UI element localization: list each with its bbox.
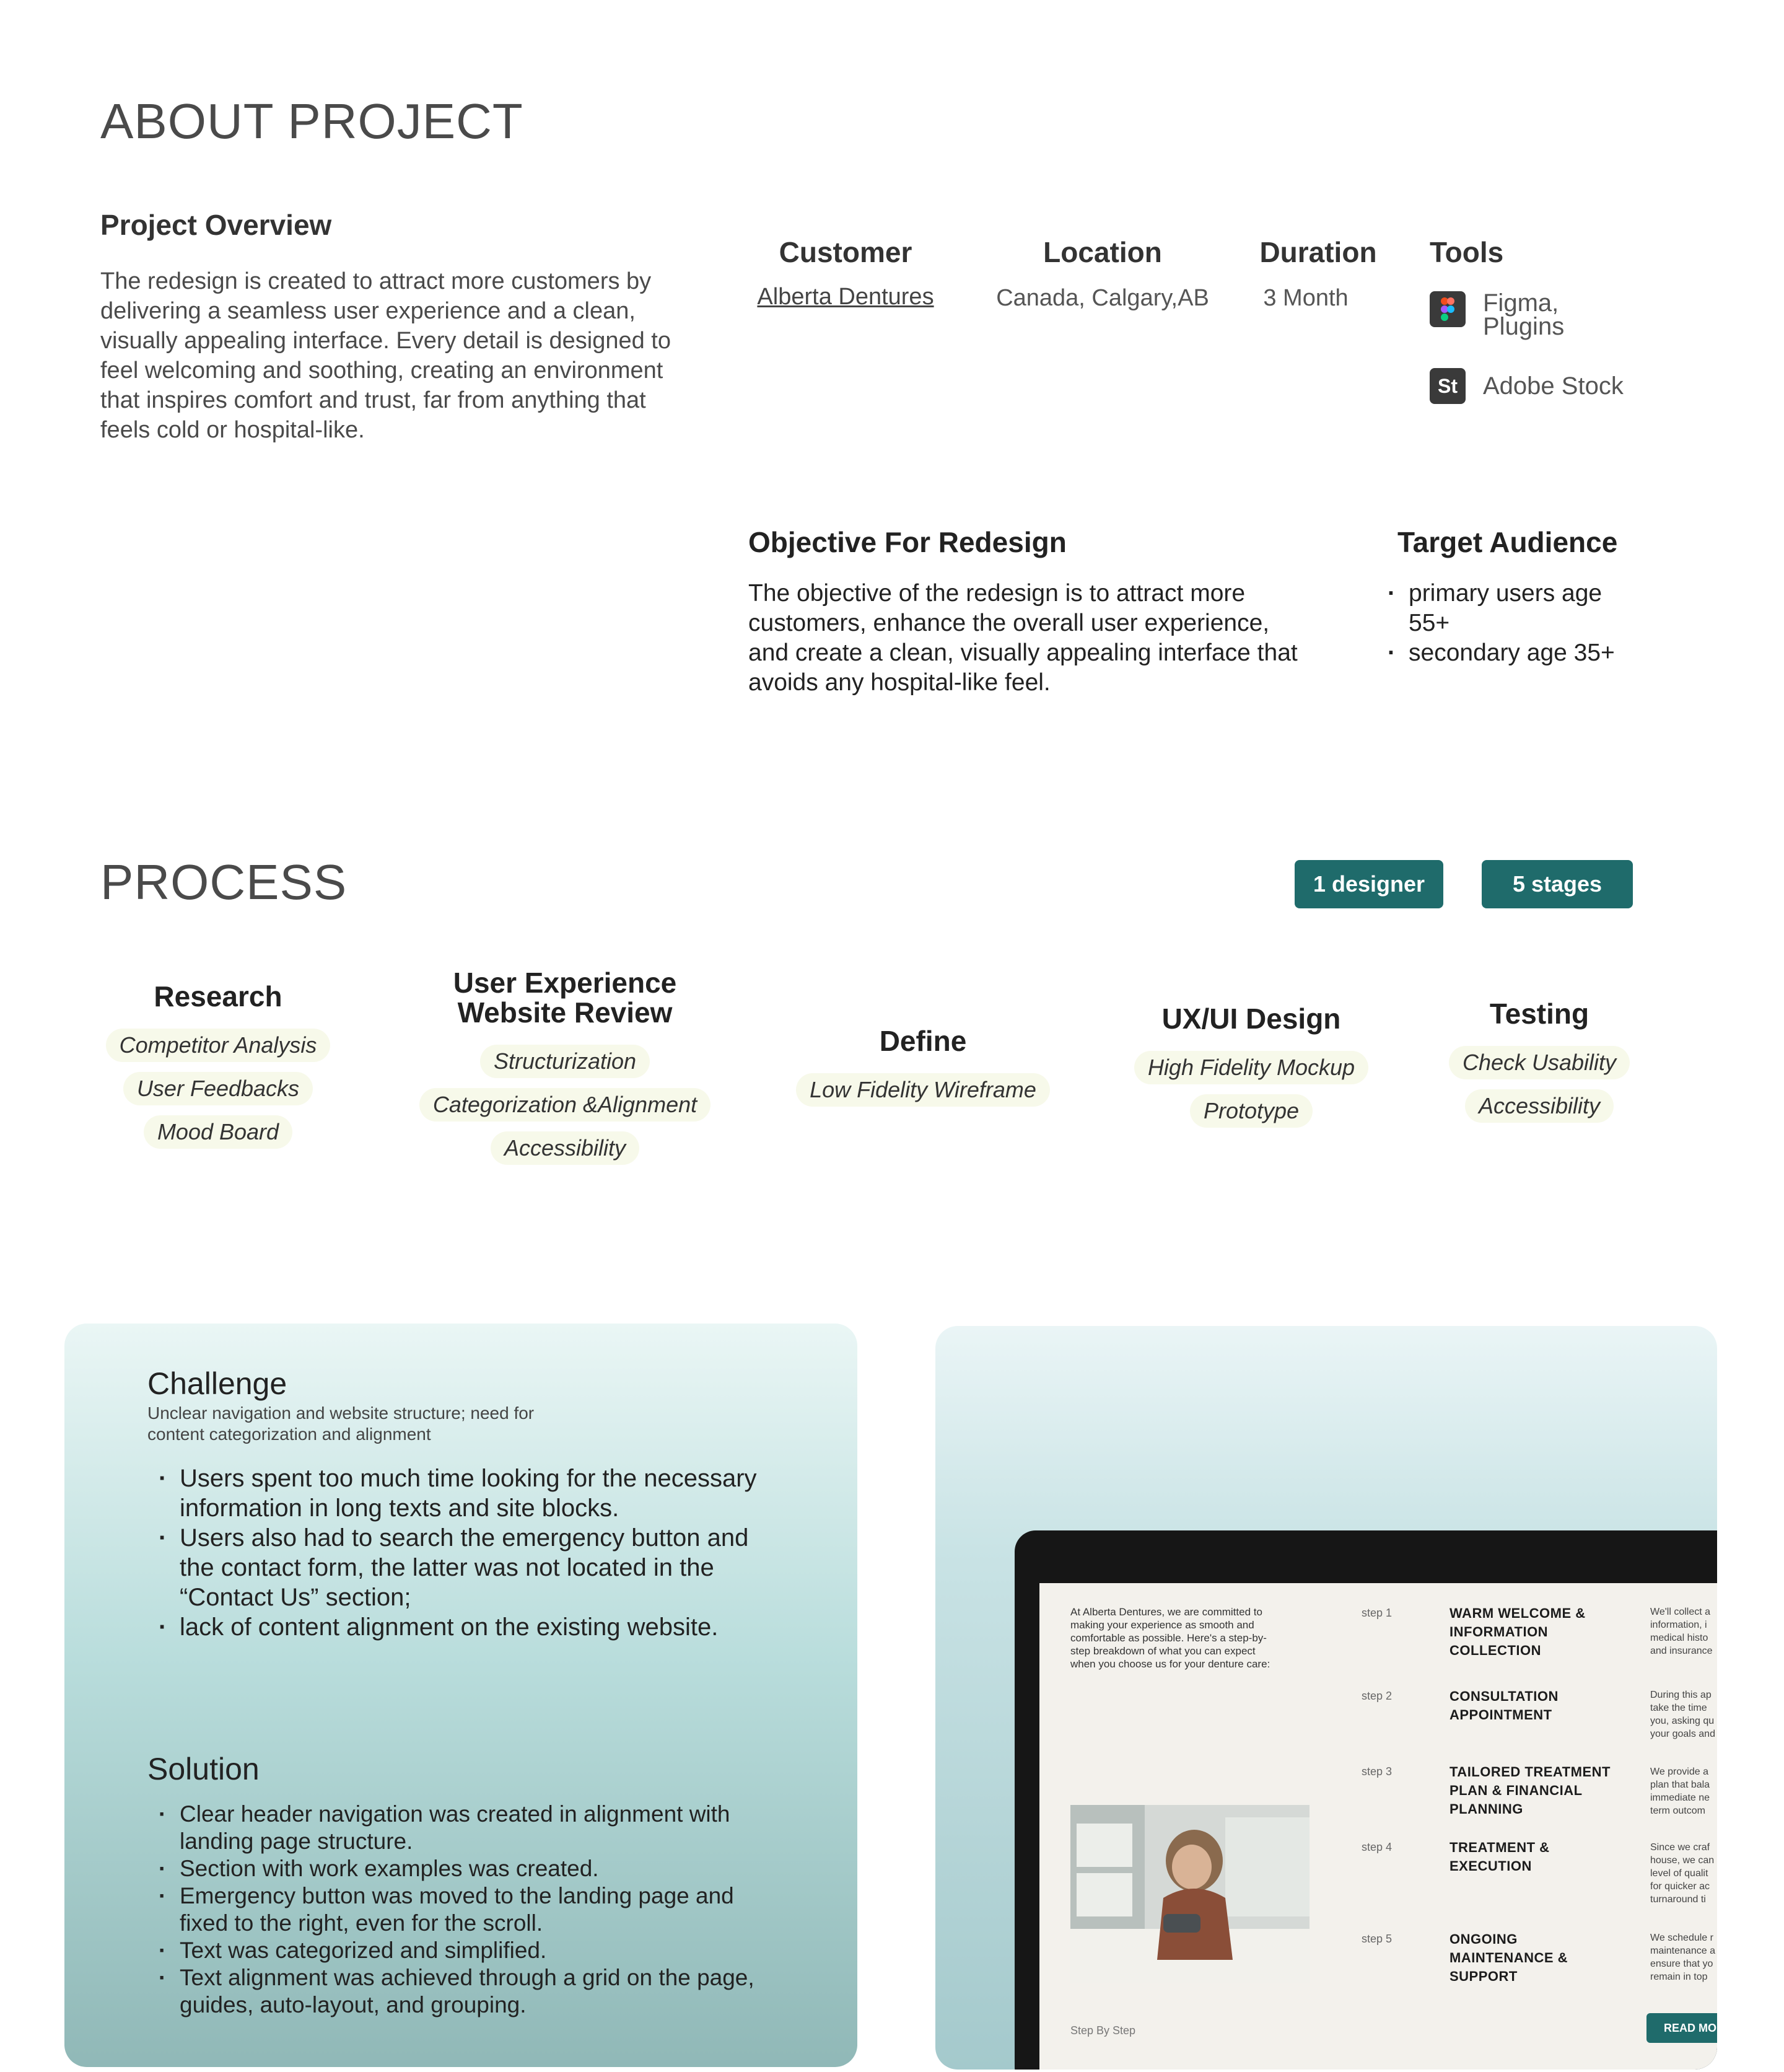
figma-icon [1430, 291, 1466, 327]
step-title: WARM WELCOME & INFORMATION COLLECTION [1450, 1605, 1586, 1658]
location-label: Location [1043, 236, 1162, 268]
stage-tag: Low Fidelity Wireframe [796, 1073, 1050, 1107]
step-number: step 5 [1362, 1933, 1393, 1945]
stage-title: User Experience Website Review [453, 967, 677, 1029]
process-title: PROCESS [100, 854, 348, 910]
customer-label: Customer [779, 236, 912, 268]
figma-label: Figma, Plugins [1483, 289, 1565, 340]
challenge-subtitle: Unclear navigation and website structure; need for content categorization and alignment [147, 1403, 535, 1444]
step-desc: Since we craf house, we can level of qualit for quicker ac turnaround ti [1650, 1842, 1715, 1905]
objective-title: Objective For Redesign [748, 526, 1067, 558]
stage-define [787, 1026, 1059, 1112]
audience-item: · secondary age 35+ [1388, 638, 1648, 668]
stage-tag: Categorization &Alignment [419, 1088, 711, 1122]
challenge-item: · lack of content alignment on the existing website. [159, 1612, 778, 1642]
stage-testing [1431, 999, 1648, 1128]
stage-tag: Competitor Analysis [106, 1029, 331, 1062]
stage-title: Define [879, 1025, 967, 1057]
overview-text: The redesign is created to attract more customers by delivering a seamless user experience and a clean, visually appealing interface. Every detail is designed to feel welcoming and soothing, creating an environment that inspires comfort and trust, far from anything that feels cold or hospital-like. [100, 268, 671, 443]
step-desc: We provide a plan that bala immediate ne term outcom [1650, 1767, 1710, 1816]
solution-list [159, 1801, 778, 2019]
stage-ux-ui-design [1121, 1004, 1381, 1133]
stage-tag: User Feedbacks [123, 1072, 313, 1105]
solution-item: · Text was categorized and simplified. [159, 1937, 778, 1964]
solution-title: Solution [147, 1752, 260, 1786]
solution-item: · Clear header navigation was created in alignment with landing page structure. [159, 1801, 778, 1855]
solution-item: · Text alignment was achieved through a grid on the page, guides, auto-layout, and grouping. [159, 1964, 778, 2019]
stage-title: UX/UI Design [1161, 1003, 1341, 1035]
overview-title: Project Overview [100, 209, 332, 241]
stage-count-badge: 5 stages [1482, 860, 1633, 908]
audience-item: · primary users age 55+ [1388, 579, 1648, 638]
technician-photo [1070, 1805, 1310, 1983]
step-number: step 3 [1362, 1765, 1393, 1778]
customer-link[interactable]: Alberta Dentures [757, 284, 934, 310]
challenge-title: Challenge [147, 1366, 287, 1401]
step-by-step-label: Step By Step [1070, 2024, 1136, 2037]
step-desc: We'll collect a information, i medical histo and insurance [1650, 1607, 1713, 1656]
challenge-list [159, 1464, 778, 1642]
stage-tag: Accessibility [1465, 1089, 1614, 1123]
audience-title: Target Audience [1397, 526, 1618, 558]
duration-value: 3 Month [1263, 285, 1349, 311]
step-number: step 1 [1362, 1607, 1393, 1619]
stage-title: Research [154, 980, 282, 1012]
stage-tag: High Fidelity Mockup [1134, 1051, 1368, 1084]
stage-ux-review [404, 968, 726, 1170]
stage-tag: Mood Board [144, 1115, 292, 1149]
laptop-screen [1039, 1583, 1717, 2070]
objective-text: The objective of the redesign is to attract more customers, enhance the overall user experience, and create a clean, visually appealing interface that avoids any hospital-like feel. [748, 580, 1298, 696]
audience-list [1388, 579, 1648, 668]
stage-tag: Prototype [1190, 1094, 1313, 1128]
step-title: CONSULTATION APPOINTMENT [1450, 1688, 1559, 1723]
stage-tag: Structurization [480, 1045, 650, 1078]
step-desc: We schedule r maintenance a ensure that yo remain in top [1650, 1933, 1715, 1982]
solution-item: · Section with work examples was created. [159, 1855, 778, 1882]
challenge-solution-card [64, 1324, 857, 2067]
adobe-stock-icon: St [1430, 368, 1466, 404]
duration-label: Duration [1259, 236, 1377, 268]
designer-count-badge: 1 designer [1295, 860, 1443, 908]
step-desc: During this ap take the time you, asking qu your goals and [1650, 1690, 1715, 1739]
step-number: step 2 [1362, 1690, 1393, 1702]
steps-intro: At Alberta Dentures, we are committed to making your experience as smooth and comfortable as possible. Here's a step-by-step breakdown of what you can expect when you choose us for your denture care: [1070, 1606, 1270, 1670]
stage-title: Testing [1489, 998, 1589, 1030]
challenge-item: · Users spent too much time looking for the necessary information in long texts and site blocks. [159, 1464, 778, 1523]
mockup-card [935, 1326, 1717, 2070]
step-title: TAILORED TREATMENT PLAN & FINANCIAL PLANNING [1450, 1764, 1611, 1817]
step-number: step 4 [1362, 1841, 1393, 1853]
stage-tag: Accessibility [491, 1131, 639, 1165]
adobe-stock-label: Adobe Stock [1483, 372, 1624, 400]
tools-label: Tools [1430, 236, 1504, 268]
step-title: TREATMENT & EXECUTION [1450, 1840, 1550, 1874]
tool-adobe-stock [1430, 368, 1624, 404]
location-value: Canada, Calgary,AB [996, 285, 1209, 311]
challenge-item: · Users also had to search the emergency button and the contact form, the latter was not located in the “Contact Us” section; [159, 1523, 778, 1612]
laptop-frame [1015, 1530, 1717, 2070]
tool-figma [1430, 291, 1564, 338]
solution-item: · Emergency button was moved to the landing page and fixed to the right, even for the scroll. [159, 1882, 778, 1937]
about-title: ABOUT PROJECT [100, 94, 523, 149]
stage-tag: Check Usability [1449, 1046, 1630, 1079]
step-title: ONGOING MAINTENANCE & SUPPORT [1450, 1931, 1568, 1984]
read-more-button[interactable]: READ MO [1646, 2013, 1717, 2043]
stage-research [94, 981, 342, 1154]
